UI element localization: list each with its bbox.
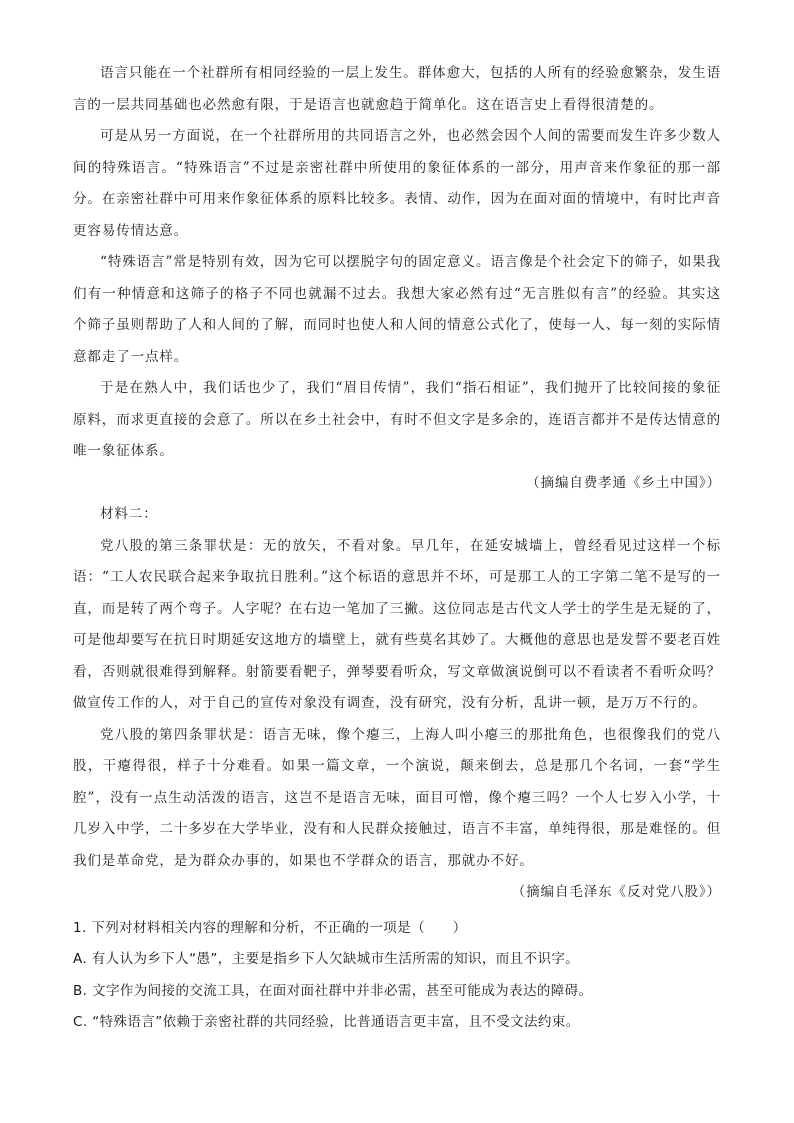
material-one-paragraph-2: 可是从另一方面说，在一个社群所用的共同语言之外，也必然会因个人间的需要而发生许多少数人间的特殊语言。“特殊语言”不过是亲密社群中所使用的象征体系的一部分，用声音来作象征的那一部分。在亲密社群中可用来作象征体系的原料比较多。表情、动作，因为在面对面的情境中，有时比声音更容易传情达意。 (73, 128, 721, 239)
material-one-paragraph-3: “特殊语言”常是特别有效，因为它可以摆脱字句的固定意义。语言像是个社会定下的筛子，如果我们有一种情意和这筛子的格子不同也就漏不过去。我想大家必然有过“无言胜似有言”的经验。其实这个筛子虽则帮助了人和人间的了解，而同时也使人和人间的情意公式化了，使每一人、每一刻的实际情意都走了一点样。 (73, 254, 721, 365)
option-c: C. “特殊语言”依赖于亲密社群的共同经验，比普通语言更丰富，且不受文法约束。 (73, 1014, 580, 1030)
material-two-paragraph-2: 党八股的第四条罪状是：语言无味，像个瘪三，上海人叫小瘪三的那批角色，也很像我们的党八股，干瘪得很，样子十分难看。如果一篇文章，一个演说，颠来倒去，总是那几个名词，一套“学生腔”，没有一点生动活泼的语言，这岂不是语言无味，面目可憎，像个瘪三吗？一个人七岁入小学，十几岁入中学，二十多岁在大学毕业，没有和人民群众接触过，语言不丰富，单纯得很，那是难怪的。但我们是革命党，是为群众办事的，如果也不学群众的语言，那就办不好。 (73, 726, 722, 869)
material-one-source: （摘编自费孝通《乡土中国》） (526, 474, 721, 491)
material-one (73, 58, 721, 499)
material-two-label: 材料二： (100, 506, 158, 522)
question-stem: 1. 下列对材料相关内容的理解和分析，不正确的一项是（ ） (73, 919, 467, 936)
question-1 (73, 913, 721, 1039)
option-b: B. 文字作为间接的交流工具，在面对面社群中并非必需，甚至可能成为表达的障碍。 (73, 982, 593, 999)
material-one-paragraph-4: 于是在熟人中，我们话也少了，我们“眉目传情”，我们“指石相证”，我们抛开了比较间接的象征原料，而求更直接的会意了。所以在乡土社会中，有时不但文字是多余的，连语言都并不是传达情意的唯一象征体系。 (73, 380, 721, 459)
material-two-paragraph-1: 党八股的第三条罪状是：无的放矢，不看对象。早几年，在延安城墙上，曾经看见过这样一个标语：“工人农民联合起来争取抗日胜利。”这个标语的意思并不坏，可是那工人的工字第二笔不是写的一直，而是转了两个弯子。人字呢？在右边一笔加了三撇。这位同志是古代文人学士的学生是无疑的了，可是他却要写在抗日时期延安这地方的墙壁上，就有些莫名其妙了。大概他的意思也是发誓不要老百姓看，否则就很难得到解释。射箭要看靶子，弹琴要看听众，写文章做演说倒可以不看读者不看听众吗？做宣传工作的人，对于自己的宣传对象没有调查，没有研究，没有分析，乱讲一顿，是万万不行的。 (73, 537, 721, 711)
option-a: A. 有人认为乡下人“愚”，主要是指乡下人欠缺城市生活所需的知识，而且不识字。 (73, 951, 580, 967)
material-two-source: （摘编自毛泽东《反对党八股》） (511, 884, 721, 900)
material-two (73, 499, 721, 909)
material-one-paragraph-1: 语言只能在一个社群所有相同经验的一层上发生。群体愈大，包括的人所有的经验愈繁杂，发生语言的一层共同基础也必然愈有限，于是语言也就愈趋于简单化。这在语言史上看得很清楚的。 (73, 65, 721, 113)
